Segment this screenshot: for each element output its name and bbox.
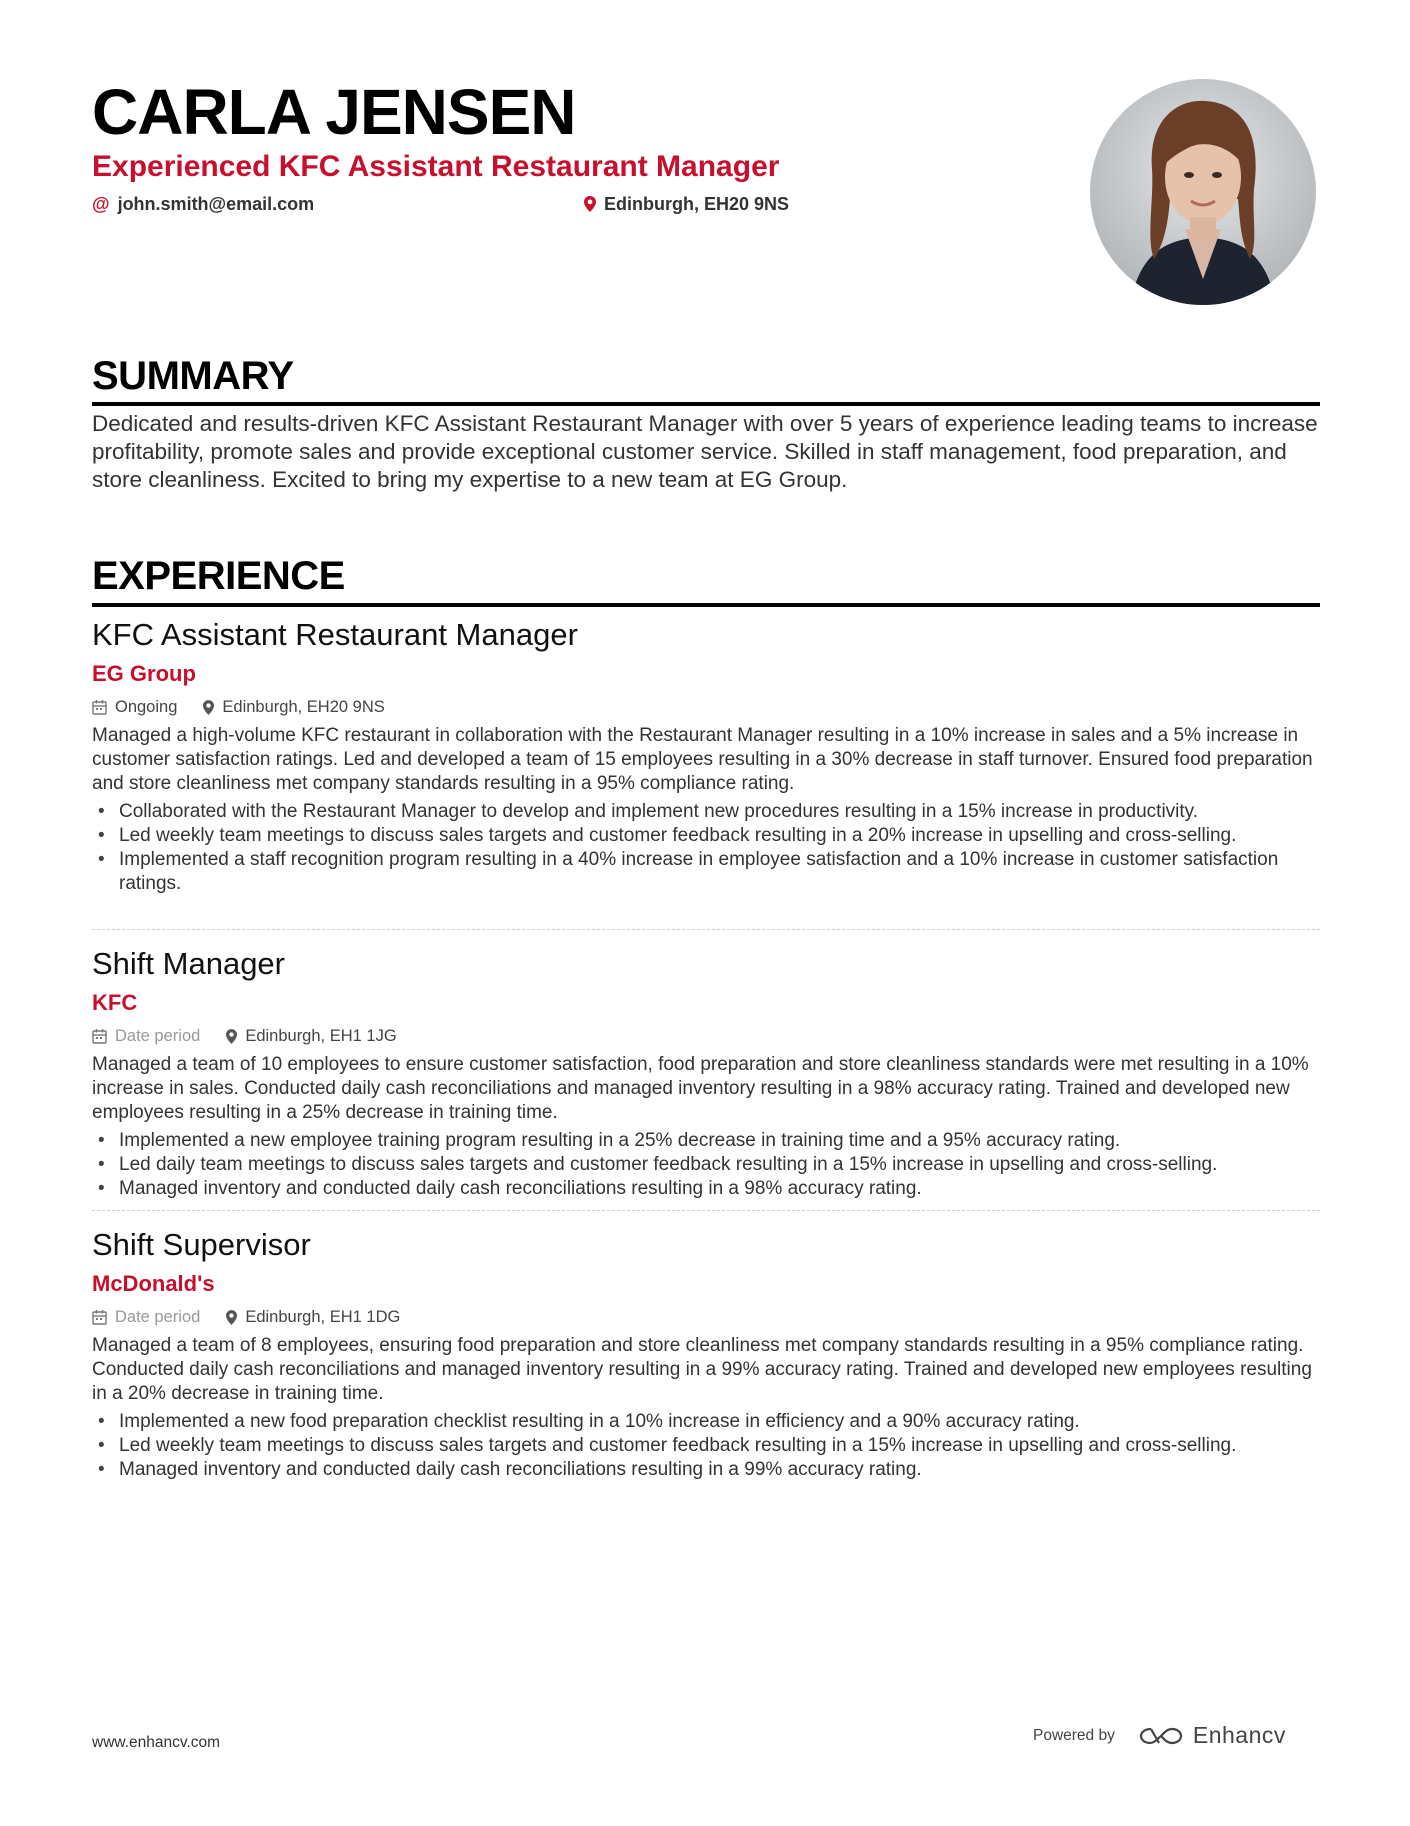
at-sign-icon: @ (92, 194, 110, 214)
candidate-headline: Experienced KFC Assistant Restaurant Manager (92, 150, 780, 183)
footer-website-link[interactable]: www.enhancv.com (92, 1734, 221, 1751)
job-title: Shift Manager (92, 946, 285, 981)
job-location-text: Edinburgh, EH20 9NS (222, 698, 385, 716)
list-item: • Led weekly team meetings to discuss sales targets and customer feedback resulting in a 15% increase in upselling and cross-selling. (92, 1434, 1320, 1458)
candidate-name: CARLA JENSEN (92, 76, 576, 148)
entry-divider (92, 929, 1320, 930)
job-title: Shift Supervisor (92, 1227, 311, 1262)
calendar-icon (92, 1028, 107, 1044)
job-date-text: Date period (115, 1027, 201, 1045)
resume-page (92, 0, 1320, 1826)
job-meta (92, 696, 1320, 718)
job-bullets (92, 800, 1320, 896)
job-date (92, 1025, 200, 1047)
job-meta (92, 1306, 1320, 1328)
powered-by-label: Powered by (1033, 1726, 1115, 1744)
location-text: Edinburgh, EH20 9NS (604, 194, 790, 214)
job-location (226, 1025, 396, 1047)
experience-rule (92, 603, 1320, 607)
job-date-text: Date period (115, 1308, 201, 1326)
calendar-icon (92, 1309, 107, 1325)
job-location-text: Edinburgh, EH1 1JG (245, 1027, 397, 1045)
job-description: Managed a high-volume KFC restaurant in collaboration with the Restaurant Manager resulting in a 10% increase in sales and a 5% increase in customer satisfaction ratings. Led and developed a team of 15 employees resulting in a 30% decrease in staff turnover. Ensured food preparation and store cleanliness met company standards resulting in a 95% compliance rating. (92, 725, 1313, 794)
footer-branding[interactable] (1033, 1722, 1286, 1749)
calendar-icon (92, 699, 107, 715)
job-date (92, 696, 177, 718)
map-pin-icon (203, 700, 214, 715)
experience-entry (92, 616, 1320, 896)
summary-heading: SUMMARY (92, 354, 294, 398)
job-description: Managed a team of 8 employees, ensuring food preparation and store cleanliness met company standards resulting in a 95% compliance rating. Conducted daily cash reconciliations and managed inventory resulting in a 99% accuracy rating. Trained and developed new employees resulting in a 20% decrease in training time. (92, 1335, 1312, 1404)
list-item: • Implemented a new employee training program resulting in a 25% decrease in training time and a 95% accuracy rating. (92, 1129, 1320, 1153)
job-description: Managed a team of 10 employees to ensure customer satisfaction, food preparation and store cleanliness standards were met resulting in a 10% increase in sales. Conducted daily cash reconciliations and managed inventory resulting in a 98% accuracy rating. Trained and developed new employees resulting in a 25% decrease in training time. (92, 1054, 1309, 1123)
experience-heading: EXPERIENCE (92, 554, 345, 598)
experience-entry (92, 1226, 1320, 1482)
contact-location (584, 192, 789, 216)
company-name: EG Group (92, 661, 196, 686)
list-item: • Managed inventory and conducted daily cash reconciliations resulting in a 99% accuracy rating. (92, 1458, 1320, 1482)
list-item: • Implemented a staff recognition program resulting in a 40% increase in employee satisfaction and a 10% increase in customer satisfaction ratings. (92, 848, 1320, 896)
entry-divider (92, 1210, 1320, 1211)
company-name: KFC (92, 990, 138, 1015)
map-pin-icon (584, 196, 596, 212)
job-location (226, 1306, 400, 1328)
list-item: • Led daily team meetings to discuss sales targets and customer feedback resulting in a 15% increase in upselling and cross-selling. (92, 1153, 1320, 1177)
brand-name: Enhancv (1192, 1722, 1286, 1748)
list-item: • Led weekly team meetings to discuss sales targets and customer feedback resulting in a 20% increase in upselling and cross-selling. (92, 824, 1320, 848)
list-item: • Implemented a new food preparation checklist resulting in a 10% increase in efficiency and a 90% accuracy rating. (92, 1410, 1320, 1434)
list-item: • Managed inventory and conducted daily cash reconciliations resulting in a 98% accuracy rating. (92, 1177, 1320, 1201)
list-item: • Collaborated with the Restaurant Manager to develop and implement new procedures resulting in a 15% increase in productivity. (92, 800, 1320, 824)
job-date (92, 1306, 200, 1328)
profile-photo (1090, 79, 1316, 305)
contact-email[interactable] (92, 192, 314, 216)
job-location (203, 696, 384, 718)
job-meta (92, 1025, 1320, 1047)
summary-rule (92, 402, 1320, 406)
experience-entry (92, 945, 1320, 1201)
job-bullets (92, 1129, 1320, 1201)
map-pin-icon (226, 1029, 237, 1044)
company-name: McDonald's (92, 1271, 215, 1296)
job-bullets (92, 1410, 1320, 1482)
job-title: KFC Assistant Restaurant Manager (92, 617, 578, 652)
job-location-text: Edinburgh, EH1 1DG (245, 1308, 401, 1326)
map-pin-icon (226, 1310, 237, 1325)
enhancv-logo-icon (1139, 1725, 1183, 1747)
job-date-text: Ongoing (115, 698, 178, 716)
email-text: john.smith@email.com (117, 194, 315, 214)
summary-text: Dedicated and results-driven KFC Assistant Restaurant Manager with over 5 years of experience leading teams to increase profitability, promote sales and provide exceptional customer service. Skilled in staff management, food preparation, and store cleanliness. Excited to bring my expertise to a new team at EG Group. (92, 411, 1318, 492)
